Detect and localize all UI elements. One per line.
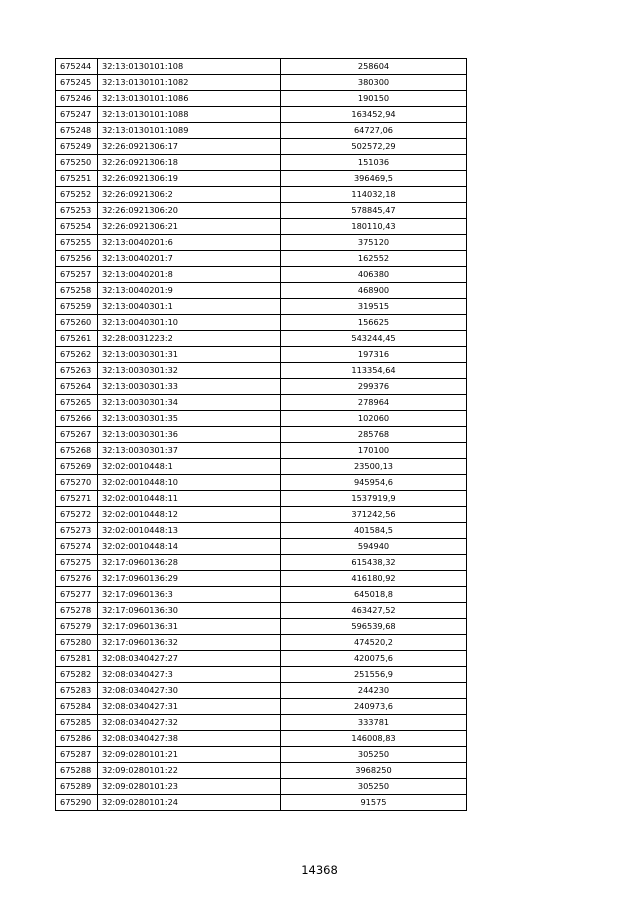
table-row — [56, 507, 467, 523]
cadastral-number-cell: 32:13:0040201:6 — [98, 235, 281, 251]
cadastral-number-cell: 32:08:0340427:32 — [98, 715, 281, 731]
value-cell: 945954,6 — [281, 475, 467, 491]
value-cell: 197316 — [281, 347, 467, 363]
cadastral-number-cell: 32:13:0030301:36 — [98, 427, 281, 443]
table-row — [56, 587, 467, 603]
row-number-cell: 675277 — [56, 587, 98, 603]
table-row — [56, 315, 467, 331]
table-row — [56, 699, 467, 715]
row-number-cell: 675264 — [56, 379, 98, 395]
row-number-cell: 675285 — [56, 715, 98, 731]
value-cell: 190150 — [281, 91, 467, 107]
table-row — [56, 203, 467, 219]
cadastral-number-cell: 32:13:0030301:32 — [98, 363, 281, 379]
value-cell: 375120 — [281, 235, 467, 251]
value-cell: 371242,56 — [281, 507, 467, 523]
value-cell: 380300 — [281, 75, 467, 91]
row-number-cell: 675279 — [56, 619, 98, 635]
cadastral-number-cell: 32:26:0921306:18 — [98, 155, 281, 171]
value-cell: 502572,29 — [281, 139, 467, 155]
value-cell: 162552 — [281, 251, 467, 267]
table-row — [56, 283, 467, 299]
table-row — [56, 155, 467, 171]
value-cell: 305250 — [281, 747, 467, 763]
cadastral-number-cell: 32:13:0130101:108 — [98, 59, 281, 75]
cadastral-number-cell: 32:02:0010448:11 — [98, 491, 281, 507]
table-row — [56, 715, 467, 731]
value-cell: 406380 — [281, 267, 467, 283]
table-row — [56, 91, 467, 107]
value-cell: 396469,5 — [281, 171, 467, 187]
cadastral-number-cell: 32:13:0130101:1082 — [98, 75, 281, 91]
cadastral-number-cell: 32:08:0340427:3 — [98, 667, 281, 683]
table-row — [56, 795, 467, 811]
value-cell: 333781 — [281, 715, 467, 731]
table-row — [56, 411, 467, 427]
row-number-cell: 675251 — [56, 171, 98, 187]
row-number-cell: 675247 — [56, 107, 98, 123]
cadastral-number-cell: 32:02:0010448:10 — [98, 475, 281, 491]
row-number-cell: 675249 — [56, 139, 98, 155]
cadastral-number-cell: 32:02:0010448:1 — [98, 459, 281, 475]
table-row — [56, 331, 467, 347]
value-cell: 278964 — [281, 395, 467, 411]
table-row — [56, 171, 467, 187]
table-row — [56, 651, 467, 667]
value-cell: 416180,92 — [281, 571, 467, 587]
row-number-cell: 675258 — [56, 283, 98, 299]
table-row — [56, 683, 467, 699]
value-cell: 305250 — [281, 779, 467, 795]
table-row — [56, 107, 467, 123]
cadastral-number-cell: 32:13:0130101:1088 — [98, 107, 281, 123]
value-cell: 594940 — [281, 539, 467, 555]
cadastral-number-cell: 32:17:0960136:30 — [98, 603, 281, 619]
cadastral-number-cell: 32:13:0030301:37 — [98, 443, 281, 459]
row-number-cell: 675269 — [56, 459, 98, 475]
row-number-cell: 675280 — [56, 635, 98, 651]
row-number-cell: 675270 — [56, 475, 98, 491]
table-row — [56, 267, 467, 283]
row-number-cell: 675267 — [56, 427, 98, 443]
cadastral-number-cell: 32:08:0340427:27 — [98, 651, 281, 667]
row-number-cell: 675268 — [56, 443, 98, 459]
table-row — [56, 539, 467, 555]
table-row — [56, 59, 467, 75]
row-number-cell: 675259 — [56, 299, 98, 315]
value-cell: 151036 — [281, 155, 467, 171]
row-number-cell: 675245 — [56, 75, 98, 91]
cadastral-value-table — [55, 58, 467, 811]
row-number-cell: 675246 — [56, 91, 98, 107]
row-number-cell: 675275 — [56, 555, 98, 571]
value-cell: 180110,43 — [281, 219, 467, 235]
table-row — [56, 779, 467, 795]
table-row — [56, 555, 467, 571]
cadastral-number-cell: 32:17:0960136:28 — [98, 555, 281, 571]
row-number-cell: 675255 — [56, 235, 98, 251]
page-number: 14368 — [301, 863, 338, 877]
value-cell: 251556,9 — [281, 667, 467, 683]
value-cell: 285768 — [281, 427, 467, 443]
value-cell: 163452,94 — [281, 107, 467, 123]
cadastral-number-cell: 32:26:0921306:20 — [98, 203, 281, 219]
cadastral-number-cell: 32:02:0010448:12 — [98, 507, 281, 523]
table-row — [56, 379, 467, 395]
row-number-cell: 675271 — [56, 491, 98, 507]
row-number-cell: 675261 — [56, 331, 98, 347]
row-number-cell: 675257 — [56, 267, 98, 283]
table-row — [56, 619, 467, 635]
value-cell: 474520,2 — [281, 635, 467, 651]
table-row — [56, 443, 467, 459]
row-number-cell: 675250 — [56, 155, 98, 171]
row-number-cell: 675265 — [56, 395, 98, 411]
cadastral-number-cell: 32:09:0280101:21 — [98, 747, 281, 763]
table-body — [56, 59, 467, 811]
row-number-cell: 675273 — [56, 523, 98, 539]
table-row — [56, 763, 467, 779]
cadastral-number-cell: 32:17:0960136:31 — [98, 619, 281, 635]
table-row — [56, 459, 467, 475]
value-cell: 114032,18 — [281, 187, 467, 203]
cadastral-number-cell: 32:17:0960136:32 — [98, 635, 281, 651]
row-number-cell: 675253 — [56, 203, 98, 219]
row-number-cell: 675256 — [56, 251, 98, 267]
table-row — [56, 571, 467, 587]
cadastral-number-cell: 32:13:0030301:31 — [98, 347, 281, 363]
cadastral-number-cell: 32:08:0340427:38 — [98, 731, 281, 747]
cadastral-number-cell: 32:13:0030301:33 — [98, 379, 281, 395]
table-row — [56, 139, 467, 155]
row-number-cell: 675289 — [56, 779, 98, 795]
row-number-cell: 675287 — [56, 747, 98, 763]
row-number-cell: 675284 — [56, 699, 98, 715]
value-cell: 468900 — [281, 283, 467, 299]
cadastral-number-cell: 32:13:0040201:9 — [98, 283, 281, 299]
cadastral-number-cell: 32:09:0280101:24 — [98, 795, 281, 811]
row-number-cell: 675254 — [56, 219, 98, 235]
cadastral-number-cell: 32:13:0030301:34 — [98, 395, 281, 411]
value-cell: 463427,52 — [281, 603, 467, 619]
table-row — [56, 347, 467, 363]
cadastral-number-cell: 32:13:0130101:1086 — [98, 91, 281, 107]
cadastral-number-cell: 32:13:0030301:35 — [98, 411, 281, 427]
row-number-cell: 675244 — [56, 59, 98, 75]
row-number-cell: 675283 — [56, 683, 98, 699]
table-row — [56, 523, 467, 539]
cadastral-number-cell: 32:13:0040201:7 — [98, 251, 281, 267]
cadastral-number-cell: 32:26:0921306:19 — [98, 171, 281, 187]
row-number-cell: 675290 — [56, 795, 98, 811]
value-cell: 23500,13 — [281, 459, 467, 475]
value-cell: 299376 — [281, 379, 467, 395]
row-number-cell: 675272 — [56, 507, 98, 523]
value-cell: 596539,68 — [281, 619, 467, 635]
row-number-cell: 675282 — [56, 667, 98, 683]
table-row — [56, 187, 467, 203]
cadastral-number-cell: 32:09:0280101:23 — [98, 779, 281, 795]
value-cell: 156625 — [281, 315, 467, 331]
value-cell: 146008,83 — [281, 731, 467, 747]
value-cell: 401584,5 — [281, 523, 467, 539]
table-row — [56, 251, 467, 267]
table-row — [56, 603, 467, 619]
table-row — [56, 395, 467, 411]
row-number-cell: 675278 — [56, 603, 98, 619]
row-number-cell: 675263 — [56, 363, 98, 379]
cadastral-number-cell: 32:08:0340427:31 — [98, 699, 281, 715]
value-cell: 319515 — [281, 299, 467, 315]
value-cell: 64727,06 — [281, 123, 467, 139]
cadastral-number-cell: 32:02:0010448:14 — [98, 539, 281, 555]
value-cell: 543244,45 — [281, 331, 467, 347]
value-cell: 3968250 — [281, 763, 467, 779]
value-cell: 113354,64 — [281, 363, 467, 379]
table-row — [56, 235, 467, 251]
cadastral-number-cell: 32:13:0040301:10 — [98, 315, 281, 331]
table-row — [56, 731, 467, 747]
value-cell: 258604 — [281, 59, 467, 75]
row-number-cell: 675252 — [56, 187, 98, 203]
table-row — [56, 123, 467, 139]
row-number-cell: 675288 — [56, 763, 98, 779]
row-number-cell: 675281 — [56, 651, 98, 667]
value-cell: 578845,47 — [281, 203, 467, 219]
cadastral-number-cell: 32:17:0960136:3 — [98, 587, 281, 603]
row-number-cell: 675266 — [56, 411, 98, 427]
cadastral-number-cell: 32:13:0040301:1 — [98, 299, 281, 315]
cadastral-number-cell: 32:26:0921306:2 — [98, 187, 281, 203]
value-cell: 645018,8 — [281, 587, 467, 603]
row-number-cell: 675262 — [56, 347, 98, 363]
cadastral-number-cell: 32:13:0040201:8 — [98, 267, 281, 283]
table-row — [56, 635, 467, 651]
row-number-cell: 675276 — [56, 571, 98, 587]
value-cell: 1537919,9 — [281, 491, 467, 507]
cadastral-number-cell: 32:26:0921306:21 — [98, 219, 281, 235]
table-row — [56, 299, 467, 315]
value-cell: 170100 — [281, 443, 467, 459]
value-cell: 244230 — [281, 683, 467, 699]
value-cell: 240973,6 — [281, 699, 467, 715]
row-number-cell: 675274 — [56, 539, 98, 555]
table-row — [56, 363, 467, 379]
value-cell: 91575 — [281, 795, 467, 811]
table-row — [56, 427, 467, 443]
cadastral-number-cell: 32:17:0960136:29 — [98, 571, 281, 587]
value-cell: 615438,32 — [281, 555, 467, 571]
table-row — [56, 219, 467, 235]
row-number-cell: 675286 — [56, 731, 98, 747]
table-row — [56, 667, 467, 683]
cadastral-number-cell: 32:28:0031223:2 — [98, 331, 281, 347]
cadastral-number-cell: 32:13:0130101:1089 — [98, 123, 281, 139]
cadastral-number-cell: 32:08:0340427:30 — [98, 683, 281, 699]
cadastral-number-cell: 32:26:0921306:17 — [98, 139, 281, 155]
value-cell: 420075,6 — [281, 651, 467, 667]
row-number-cell: 675248 — [56, 123, 98, 139]
value-cell: 102060 — [281, 411, 467, 427]
table-row — [56, 475, 467, 491]
cadastral-number-cell: 32:02:0010448:13 — [98, 523, 281, 539]
row-number-cell: 675260 — [56, 315, 98, 331]
table-row — [56, 75, 467, 91]
table-row — [56, 747, 467, 763]
cadastral-number-cell: 32:09:0280101:22 — [98, 763, 281, 779]
table-row — [56, 491, 467, 507]
